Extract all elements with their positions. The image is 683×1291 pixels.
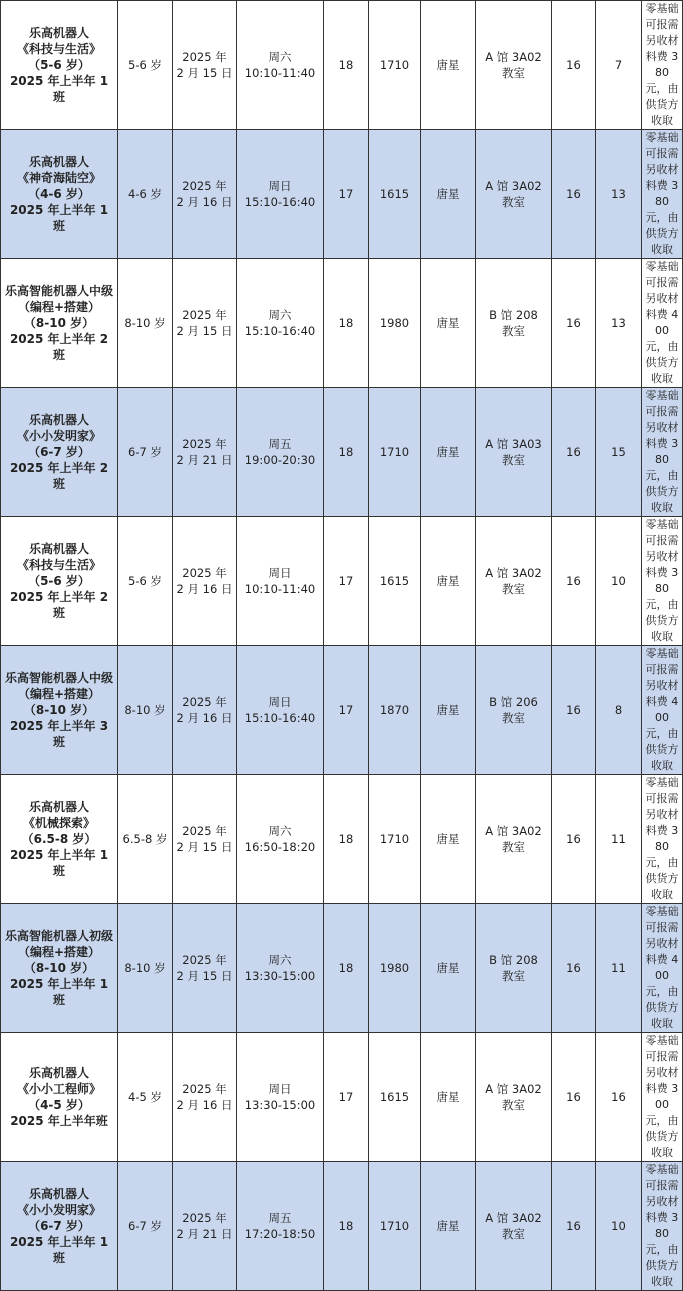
course-name-cell bbox=[1, 517, 118, 646]
start-year: 2025 年 bbox=[182, 824, 227, 838]
start-day: 2 月 21 日 bbox=[176, 1227, 233, 1241]
time-range: 15:10-16:40 bbox=[244, 195, 316, 209]
teacher-cell: 唐星 bbox=[421, 517, 476, 646]
start-date-cell bbox=[173, 259, 237, 388]
course-subtitle: （编程+搭建） bbox=[17, 300, 101, 314]
course-age-range: （8-10 岁） bbox=[23, 961, 95, 975]
course-age-range: （6-7 岁） bbox=[28, 1219, 90, 1233]
capacity-cell: 16 bbox=[552, 646, 596, 775]
note-cell: 零基础可报需另收材料费 400 元，由供货方收取 bbox=[642, 646, 683, 775]
start-year: 2025 年 bbox=[182, 437, 227, 451]
course-age-range: （4-5 岁） bbox=[28, 1098, 90, 1112]
teacher-cell: 唐星 bbox=[421, 775, 476, 904]
classroom-label: 教室 bbox=[502, 324, 525, 338]
weekday: 周日 bbox=[268, 566, 292, 580]
classroom-label: 教室 bbox=[502, 840, 525, 854]
schedule-cell bbox=[237, 1162, 324, 1291]
sessions-cell: 18 bbox=[324, 775, 369, 904]
start-date-cell bbox=[173, 775, 237, 904]
course-class: 2025 年上半年班 bbox=[10, 1114, 108, 1128]
classroom-building: B 馆 206 bbox=[489, 695, 538, 709]
table-row bbox=[1, 259, 683, 388]
course-name-cell bbox=[1, 1162, 118, 1291]
schedule-cell bbox=[237, 646, 324, 775]
classroom-cell bbox=[476, 130, 552, 259]
course-class: 2025 年上半年 2 班 bbox=[9, 590, 109, 620]
age-cell: 5-6 岁 bbox=[118, 517, 173, 646]
course-title: 乐高智能机器人初级 bbox=[4, 929, 113, 943]
start-year: 2025 年 bbox=[182, 695, 227, 709]
course-class: 2025 年上半年 1 班 bbox=[9, 74, 109, 104]
weekday: 周日 bbox=[268, 695, 292, 709]
start-date-cell bbox=[173, 646, 237, 775]
course-subtitle: 《小小发明家》 bbox=[16, 1203, 101, 1217]
weekday: 周五 bbox=[268, 1211, 292, 1225]
table-row bbox=[1, 388, 683, 517]
weekday: 周日 bbox=[268, 1082, 292, 1096]
start-year: 2025 年 bbox=[182, 1082, 227, 1096]
course-subtitle: 《小小发明家》 bbox=[16, 429, 101, 443]
schedule-cell bbox=[237, 259, 324, 388]
classroom-building: A 馆 3A02 bbox=[485, 1082, 542, 1096]
start-date-cell bbox=[173, 904, 237, 1033]
teacher-cell: 唐星 bbox=[421, 1162, 476, 1291]
capacity-cell: 16 bbox=[552, 775, 596, 904]
age-cell: 8-10 岁 bbox=[118, 904, 173, 1033]
course-title: 乐高机器人 bbox=[28, 542, 89, 556]
course-name-cell bbox=[1, 388, 118, 517]
note-cell: 零基础可报需另收材料费 380 元，由供货方收取 bbox=[642, 1162, 683, 1291]
age-cell: 8-10 岁 bbox=[118, 646, 173, 775]
sessions-cell: 17 bbox=[324, 130, 369, 259]
course-rows bbox=[1, 1, 683, 1291]
time-range: 13:30-15:00 bbox=[244, 1098, 316, 1112]
schedule-cell bbox=[237, 904, 324, 1033]
classroom-cell bbox=[476, 388, 552, 517]
course-class: 2025 年上半年 2 班 bbox=[9, 461, 109, 491]
classroom-label: 教室 bbox=[502, 1227, 525, 1241]
table-row bbox=[1, 775, 683, 904]
course-name-cell bbox=[1, 646, 118, 775]
classroom-cell bbox=[476, 1162, 552, 1291]
time-range: 15:10-16:40 bbox=[244, 711, 316, 725]
age-cell: 8-10 岁 bbox=[118, 259, 173, 388]
start-date-cell bbox=[173, 517, 237, 646]
enrolled-cell: 10 bbox=[596, 1162, 642, 1291]
sessions-cell: 17 bbox=[324, 1033, 369, 1162]
start-day: 2 月 15 日 bbox=[176, 969, 233, 983]
table-row bbox=[1, 646, 683, 775]
classroom-building: B 馆 208 bbox=[489, 308, 538, 322]
enrolled-cell: 11 bbox=[596, 904, 642, 1033]
schedule-cell bbox=[237, 388, 324, 517]
time-range: 15:10-16:40 bbox=[244, 324, 316, 338]
course-age-range: （8-10 岁） bbox=[23, 316, 95, 330]
note-cell: 零基础可报需另收材料费 380 元，由供货方收取 bbox=[642, 517, 683, 646]
note-cell: 零基础可报需另收材料费 400 元，由供货方收取 bbox=[642, 904, 683, 1033]
course-class: 2025 年上半年 3 班 bbox=[9, 719, 109, 749]
classroom-building: A 馆 3A02 bbox=[485, 50, 542, 64]
note-cell: 零基础可报需另收材料费 380 元，由供货方收取 bbox=[642, 388, 683, 517]
start-date-cell bbox=[173, 130, 237, 259]
classroom-cell bbox=[476, 904, 552, 1033]
course-title: 乐高智能机器人中级 bbox=[4, 671, 113, 685]
time-range: 10:10-11:40 bbox=[244, 582, 316, 596]
start-day: 2 月 15 日 bbox=[176, 324, 233, 338]
classroom-cell bbox=[476, 775, 552, 904]
note-cell: 零基础可报需另收材料费 380 元，由供货方收取 bbox=[642, 130, 683, 259]
capacity-cell: 16 bbox=[552, 1033, 596, 1162]
start-day: 2 月 16 日 bbox=[176, 195, 233, 209]
start-year: 2025 年 bbox=[182, 308, 227, 322]
enrolled-cell: 13 bbox=[596, 259, 642, 388]
course-title: 乐高智能机器人中级 bbox=[4, 284, 113, 298]
table-row bbox=[1, 1033, 683, 1162]
course-subtitle: （编程+搭建） bbox=[17, 945, 101, 959]
weekday: 周六 bbox=[268, 50, 292, 64]
sessions-cell: 18 bbox=[324, 1162, 369, 1291]
course-class: 2025 年上半年 1 班 bbox=[9, 203, 109, 233]
table-row bbox=[1, 1162, 683, 1291]
capacity-cell: 16 bbox=[552, 517, 596, 646]
fee-cell: 1615 bbox=[369, 130, 421, 259]
sessions-cell: 17 bbox=[324, 517, 369, 646]
classroom-building: A 馆 3A02 bbox=[485, 824, 542, 838]
weekday: 周日 bbox=[268, 179, 292, 193]
note-cell: 零基础可报需另收材料费 400 元，由供货方收取 bbox=[642, 259, 683, 388]
sessions-cell: 18 bbox=[324, 1, 369, 130]
classroom-label: 教室 bbox=[502, 453, 525, 467]
schedule-cell bbox=[237, 1, 324, 130]
course-age-range: （5-6 岁） bbox=[28, 58, 90, 72]
teacher-cell: 唐星 bbox=[421, 1, 476, 130]
fee-cell: 1615 bbox=[369, 517, 421, 646]
start-date-cell bbox=[173, 1162, 237, 1291]
fee-cell: 1710 bbox=[369, 1162, 421, 1291]
fee-cell: 1615 bbox=[369, 1033, 421, 1162]
classroom-cell bbox=[476, 646, 552, 775]
fee-cell: 1980 bbox=[369, 259, 421, 388]
course-age-range: （8-10 岁） bbox=[23, 703, 95, 717]
classroom-cell bbox=[476, 517, 552, 646]
weekday: 周五 bbox=[268, 437, 292, 451]
age-cell: 6-7 岁 bbox=[118, 1162, 173, 1291]
enrolled-cell: 10 bbox=[596, 517, 642, 646]
course-name-cell bbox=[1, 904, 118, 1033]
start-year: 2025 年 bbox=[182, 566, 227, 580]
table-row bbox=[1, 517, 683, 646]
teacher-cell: 唐星 bbox=[421, 904, 476, 1033]
weekday: 周六 bbox=[268, 308, 292, 322]
classroom-cell bbox=[476, 1, 552, 130]
start-day: 2 月 15 日 bbox=[176, 66, 233, 80]
capacity-cell: 16 bbox=[552, 388, 596, 517]
course-name-cell bbox=[1, 1, 118, 130]
course-class: 2025 年上半年 1 班 bbox=[9, 977, 109, 1007]
fee-cell: 1710 bbox=[369, 775, 421, 904]
teacher-cell: 唐星 bbox=[421, 388, 476, 517]
schedule-cell bbox=[237, 130, 324, 259]
enrolled-cell: 16 bbox=[596, 1033, 642, 1162]
course-age-range: （6.5-8 岁） bbox=[21, 832, 97, 846]
time-range: 13:30-15:00 bbox=[244, 969, 316, 983]
teacher-cell: 唐星 bbox=[421, 646, 476, 775]
start-day: 2 月 15 日 bbox=[176, 840, 233, 854]
enrolled-cell: 7 bbox=[596, 1, 642, 130]
schedule-cell bbox=[237, 1033, 324, 1162]
course-subtitle: 《小小工程师》 bbox=[16, 1082, 101, 1096]
sessions-cell: 18 bbox=[324, 904, 369, 1033]
start-year: 2025 年 bbox=[182, 953, 227, 967]
time-range: 19:00-20:30 bbox=[244, 453, 316, 467]
time-range: 10:10-11:40 bbox=[244, 66, 316, 80]
course-title: 乐高机器人 bbox=[28, 1187, 89, 1201]
course-subtitle: 《科技与生活》 bbox=[16, 558, 101, 572]
course-subtitle: 《神奇海陆空》 bbox=[16, 171, 101, 185]
course-name-cell bbox=[1, 130, 118, 259]
start-day: 2 月 16 日 bbox=[176, 582, 233, 596]
sessions-cell: 18 bbox=[324, 259, 369, 388]
course-age-range: （6-7 岁） bbox=[28, 445, 90, 459]
teacher-cell: 唐星 bbox=[421, 259, 476, 388]
start-date-cell bbox=[173, 388, 237, 517]
classroom-building: A 馆 3A02 bbox=[485, 566, 542, 580]
course-title: 乐高机器人 bbox=[28, 800, 89, 814]
enrolled-cell: 15 bbox=[596, 388, 642, 517]
course-subtitle: 《科技与生活》 bbox=[16, 42, 101, 56]
age-cell: 4-6 岁 bbox=[118, 130, 173, 259]
teacher-cell: 唐星 bbox=[421, 130, 476, 259]
start-day: 2 月 21 日 bbox=[176, 453, 233, 467]
start-day: 2 月 16 日 bbox=[176, 1098, 233, 1112]
course-title: 乐高机器人 bbox=[28, 413, 89, 427]
capacity-cell: 16 bbox=[552, 904, 596, 1033]
start-date-cell bbox=[173, 1, 237, 130]
fee-cell: 1980 bbox=[369, 904, 421, 1033]
capacity-cell: 16 bbox=[552, 259, 596, 388]
weekday: 周六 bbox=[268, 824, 292, 838]
course-age-range: （4-6 岁） bbox=[28, 187, 90, 201]
course-class: 2025 年上半年 2 班 bbox=[9, 332, 109, 362]
course-class: 2025 年上半年 1 班 bbox=[9, 848, 109, 878]
start-year: 2025 年 bbox=[182, 50, 227, 64]
table-row bbox=[1, 130, 683, 259]
start-day: 2 月 16 日 bbox=[176, 711, 233, 725]
classroom-building: A 馆 3A02 bbox=[485, 1211, 542, 1225]
time-range: 17:20-18:50 bbox=[244, 1227, 316, 1241]
time-range: 16:50-18:20 bbox=[244, 840, 316, 854]
capacity-cell: 16 bbox=[552, 1, 596, 130]
note-cell: 零基础可报需另收材料费 380 元，由供货方收取 bbox=[642, 1, 683, 130]
course-subtitle: （编程+搭建） bbox=[17, 687, 101, 701]
classroom-cell bbox=[476, 1033, 552, 1162]
course-name-cell bbox=[1, 775, 118, 904]
course-class: 2025 年上半年 1 班 bbox=[9, 1235, 109, 1265]
table-row bbox=[1, 904, 683, 1033]
enrolled-cell: 8 bbox=[596, 646, 642, 775]
age-cell: 6-7 岁 bbox=[118, 388, 173, 517]
enrolled-cell: 13 bbox=[596, 130, 642, 259]
schedule-cell bbox=[237, 517, 324, 646]
weekday: 周六 bbox=[268, 953, 292, 967]
start-year: 2025 年 bbox=[182, 1211, 227, 1225]
sessions-cell: 17 bbox=[324, 646, 369, 775]
classroom-building: B 馆 208 bbox=[489, 953, 538, 967]
schedule-cell bbox=[237, 775, 324, 904]
classroom-label: 教室 bbox=[502, 1098, 525, 1112]
start-date-cell bbox=[173, 1033, 237, 1162]
start-year: 2025 年 bbox=[182, 179, 227, 193]
course-title: 乐高机器人 bbox=[28, 1066, 89, 1080]
classroom-label: 教室 bbox=[502, 969, 525, 983]
teacher-cell: 唐星 bbox=[421, 1033, 476, 1162]
sessions-cell: 18 bbox=[324, 388, 369, 517]
classroom-label: 教室 bbox=[502, 66, 525, 80]
classroom-label: 教室 bbox=[502, 711, 525, 725]
capacity-cell: 16 bbox=[552, 1162, 596, 1291]
capacity-cell: 16 bbox=[552, 130, 596, 259]
classroom-label: 教室 bbox=[502, 582, 525, 596]
course-name-cell bbox=[1, 1033, 118, 1162]
classroom-building: A 馆 3A02 bbox=[485, 179, 542, 193]
course-age-range: （5-6 岁） bbox=[28, 574, 90, 588]
note-cell: 零基础可报需另收材料费 300 元，由供货方收取 bbox=[642, 1033, 683, 1162]
course-title: 乐高机器人 bbox=[28, 26, 89, 40]
classroom-label: 教室 bbox=[502, 195, 525, 209]
note-cell: 零基础可报需另收材料费 380 元，由供货方收取 bbox=[642, 775, 683, 904]
table-row bbox=[1, 1, 683, 130]
classroom-cell bbox=[476, 259, 552, 388]
enrolled-cell: 11 bbox=[596, 775, 642, 904]
course-name-cell bbox=[1, 259, 118, 388]
age-cell: 4-5 岁 bbox=[118, 1033, 173, 1162]
course-title: 乐高机器人 bbox=[28, 155, 89, 169]
fee-cell: 1870 bbox=[369, 646, 421, 775]
age-cell: 5-6 岁 bbox=[118, 1, 173, 130]
age-cell: 6.5-8 岁 bbox=[118, 775, 173, 904]
classroom-building: A 馆 3A03 bbox=[485, 437, 542, 451]
fee-cell: 1710 bbox=[369, 1, 421, 130]
fee-cell: 1710 bbox=[369, 388, 421, 517]
course-subtitle: 《机械探索》 bbox=[22, 816, 95, 830]
